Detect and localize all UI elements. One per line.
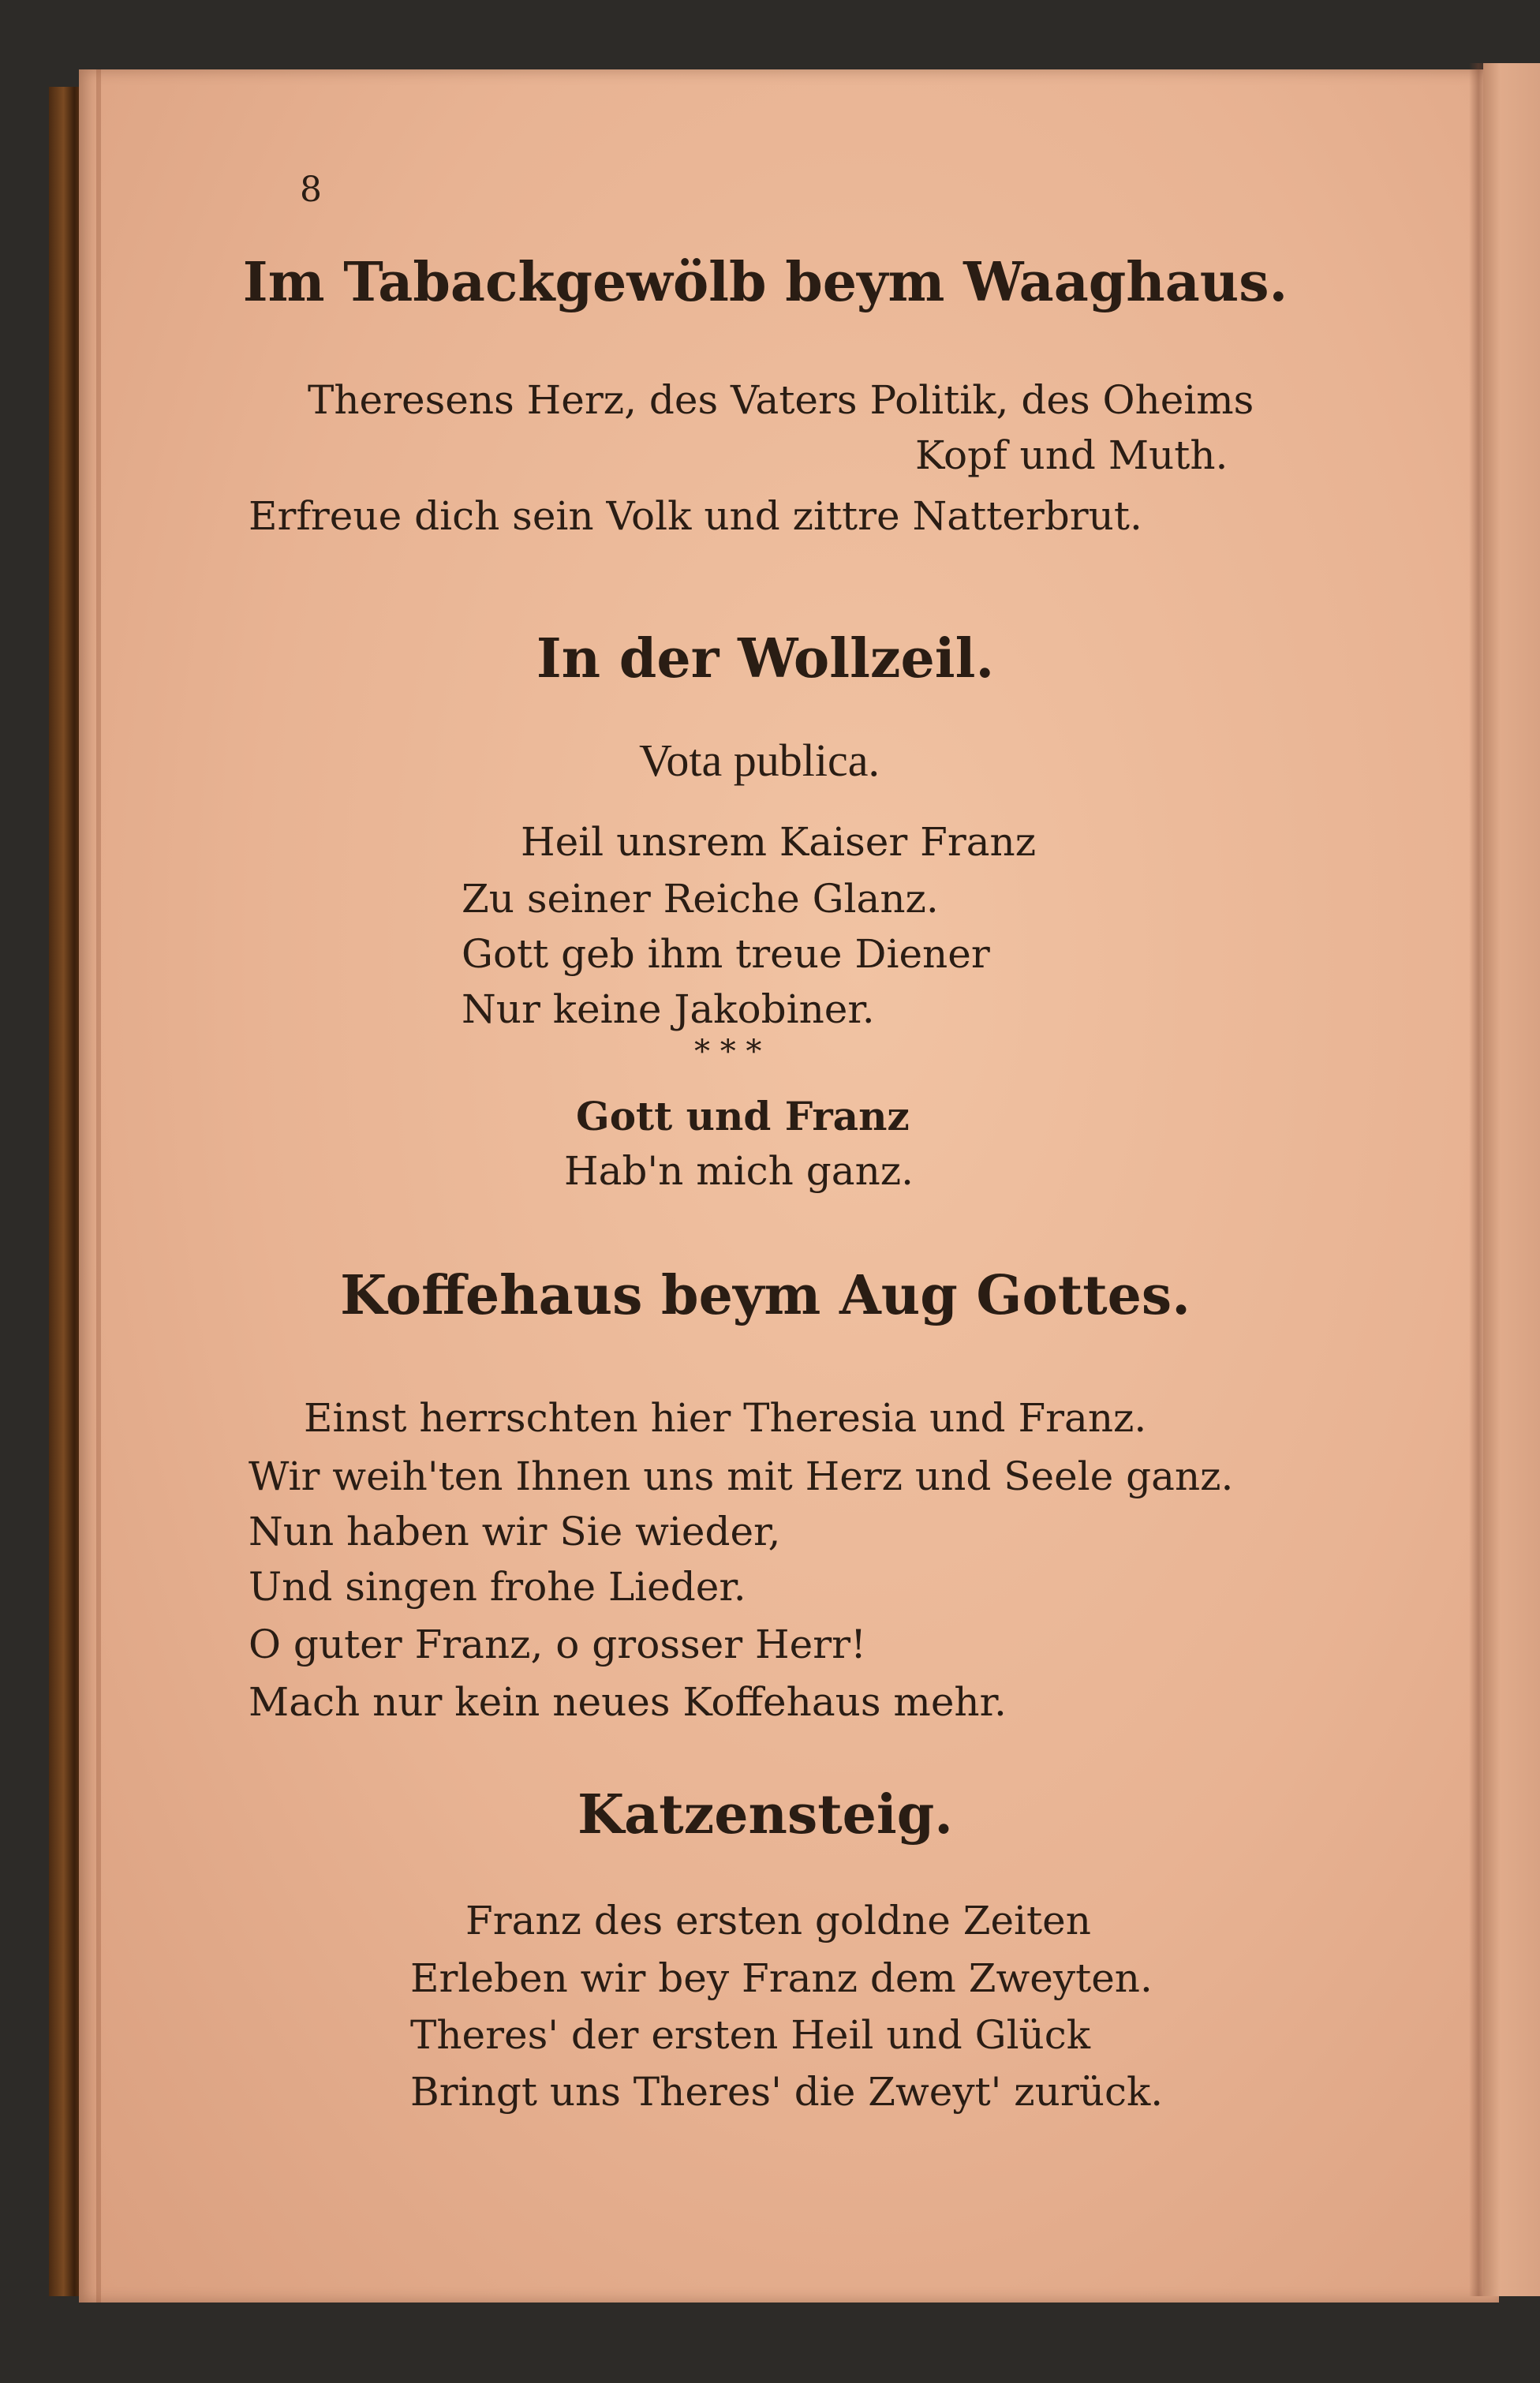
- page-number: 8: [300, 170, 322, 210]
- verse-line: Bringt uns Theres' die Zweyt' zurück.: [410, 2069, 1164, 2115]
- section-heading: Katzensteig.: [578, 1783, 953, 1846]
- verse-line: Heil unsrem Kaiser Franz: [521, 819, 1037, 865]
- verse-line: Nur keine Jakobiner.: [462, 986, 875, 1032]
- verse-line: Theres' der ersten Heil und Glück: [410, 2012, 1091, 2058]
- verse-line: Franz des ersten goldne Zeiten: [465, 1898, 1091, 1943]
- verse-line: Wir weih'ten Ihnen uns mit Herz und Seele ganz.: [249, 1453, 1234, 1499]
- verse-line: Theresens Herz, des Vaters Politik, des Oheims: [308, 377, 1254, 423]
- verse-line: Einst herrschten hier Theresia und Franz.: [304, 1395, 1147, 1441]
- verse-line: Erleben wir bey Franz dem Zweyten.: [410, 1955, 1153, 2001]
- verse-line: Hab'n mich ganz.: [564, 1148, 914, 1194]
- section-heading: Koffehaus beym Aug Gottes.: [340, 1264, 1191, 1327]
- verse-line: O guter Franz, o grosser Herr!: [249, 1622, 867, 1667]
- verse-line: Zu seiner Reiche Glanz.: [462, 876, 939, 922]
- section-heading: Im Tabackgewölb beym Waaghaus.: [242, 251, 1288, 314]
- section-heading: In der Wollzeil.: [536, 627, 995, 690]
- verse-line: Erfreue dich sein Volk und zittre Natterbrut.: [249, 493, 1142, 539]
- verse-line: Gott und Franz: [576, 1093, 910, 1139]
- section-subtitle: Vota publica.: [639, 735, 880, 786]
- verse-line: Kopf und Muth.: [915, 432, 1228, 478]
- verse-line: Mach nur kein neues Koffehaus mehr.: [249, 1679, 1007, 1725]
- facing-page-edge: [1483, 63, 1540, 2296]
- separator-asterisks: * * *: [694, 1034, 762, 1070]
- verse-line: Nun haben wir Sie wieder,: [249, 1509, 781, 1554]
- verse-line: Und singen frohe Lieder.: [249, 1564, 746, 1610]
- verse-line: Gott geb ihm treue Diener: [462, 931, 990, 977]
